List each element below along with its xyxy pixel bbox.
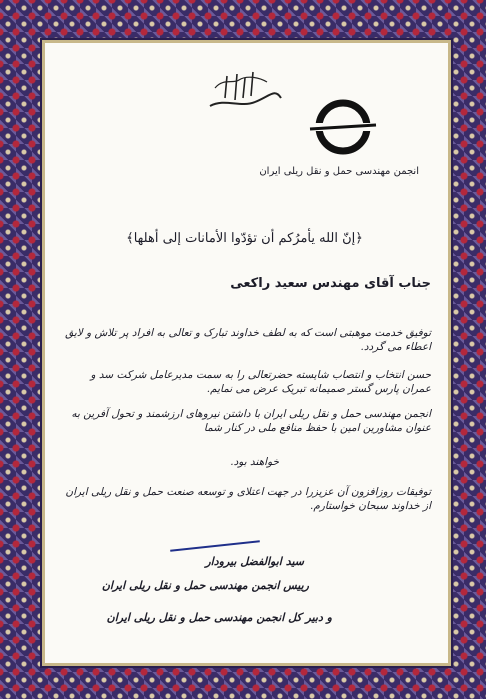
paragraph-association-end: خواهند بود.	[230, 456, 279, 468]
signatory-name: سید ابوالفضل بیرودار	[205, 555, 304, 568]
railway-association-logo-icon	[308, 96, 378, 158]
organization-name: انجمن مهندسی حمل و نقل ریلی ایران	[259, 166, 419, 177]
signatory-title: رییس انجمن مهندسی حمل و نقل ریلی ایران	[101, 579, 309, 592]
paragraph-appointment: حسن انتخاب و انتصاب شایسته حضرتعالی را به سمت مدیرعامل شرکت سد و عمران پارس گستر صمیمانه تبریک عرض می نمایم.	[90, 369, 431, 395]
signature-stroke	[170, 540, 260, 551]
signatory-title-secondary: و دبیر کل انجمن مهندسی حمل و نقل ریلی ایران	[106, 611, 332, 624]
paragraph-wishes: توفیقات روزافزون آن عزیزرا در جهت اعتلای و توسعه صنعت حمل و نقل ریلی ایران از خداوند سبحان خواستارم.	[65, 486, 431, 512]
paragraph-congratulation: توفیق خدمت موهبتی است که به لطف خداوند تبارک و تعالی به افراد پر تلاش و لایق اعطاء می گردد.	[65, 327, 431, 353]
paragraph-association: انجمن مهندسی حمل و نقل ریلی ایران با داشتن نیروهای ارزشمند و تحول آفرین به عنوان مشاورین امین با حفظ منافع ملی در کنار شما	[71, 408, 431, 434]
certificate-content	[40, 38, 449, 664]
basmala-calligraphy-icon	[205, 68, 285, 112]
quran-verse: ﴿إنّ الله يأمرُكم أن تؤدّوا الأمانات إلى أهلها﴾	[126, 231, 363, 246]
recipient-name: جناب آقای مهندس سعید راکعی	[230, 276, 431, 291]
